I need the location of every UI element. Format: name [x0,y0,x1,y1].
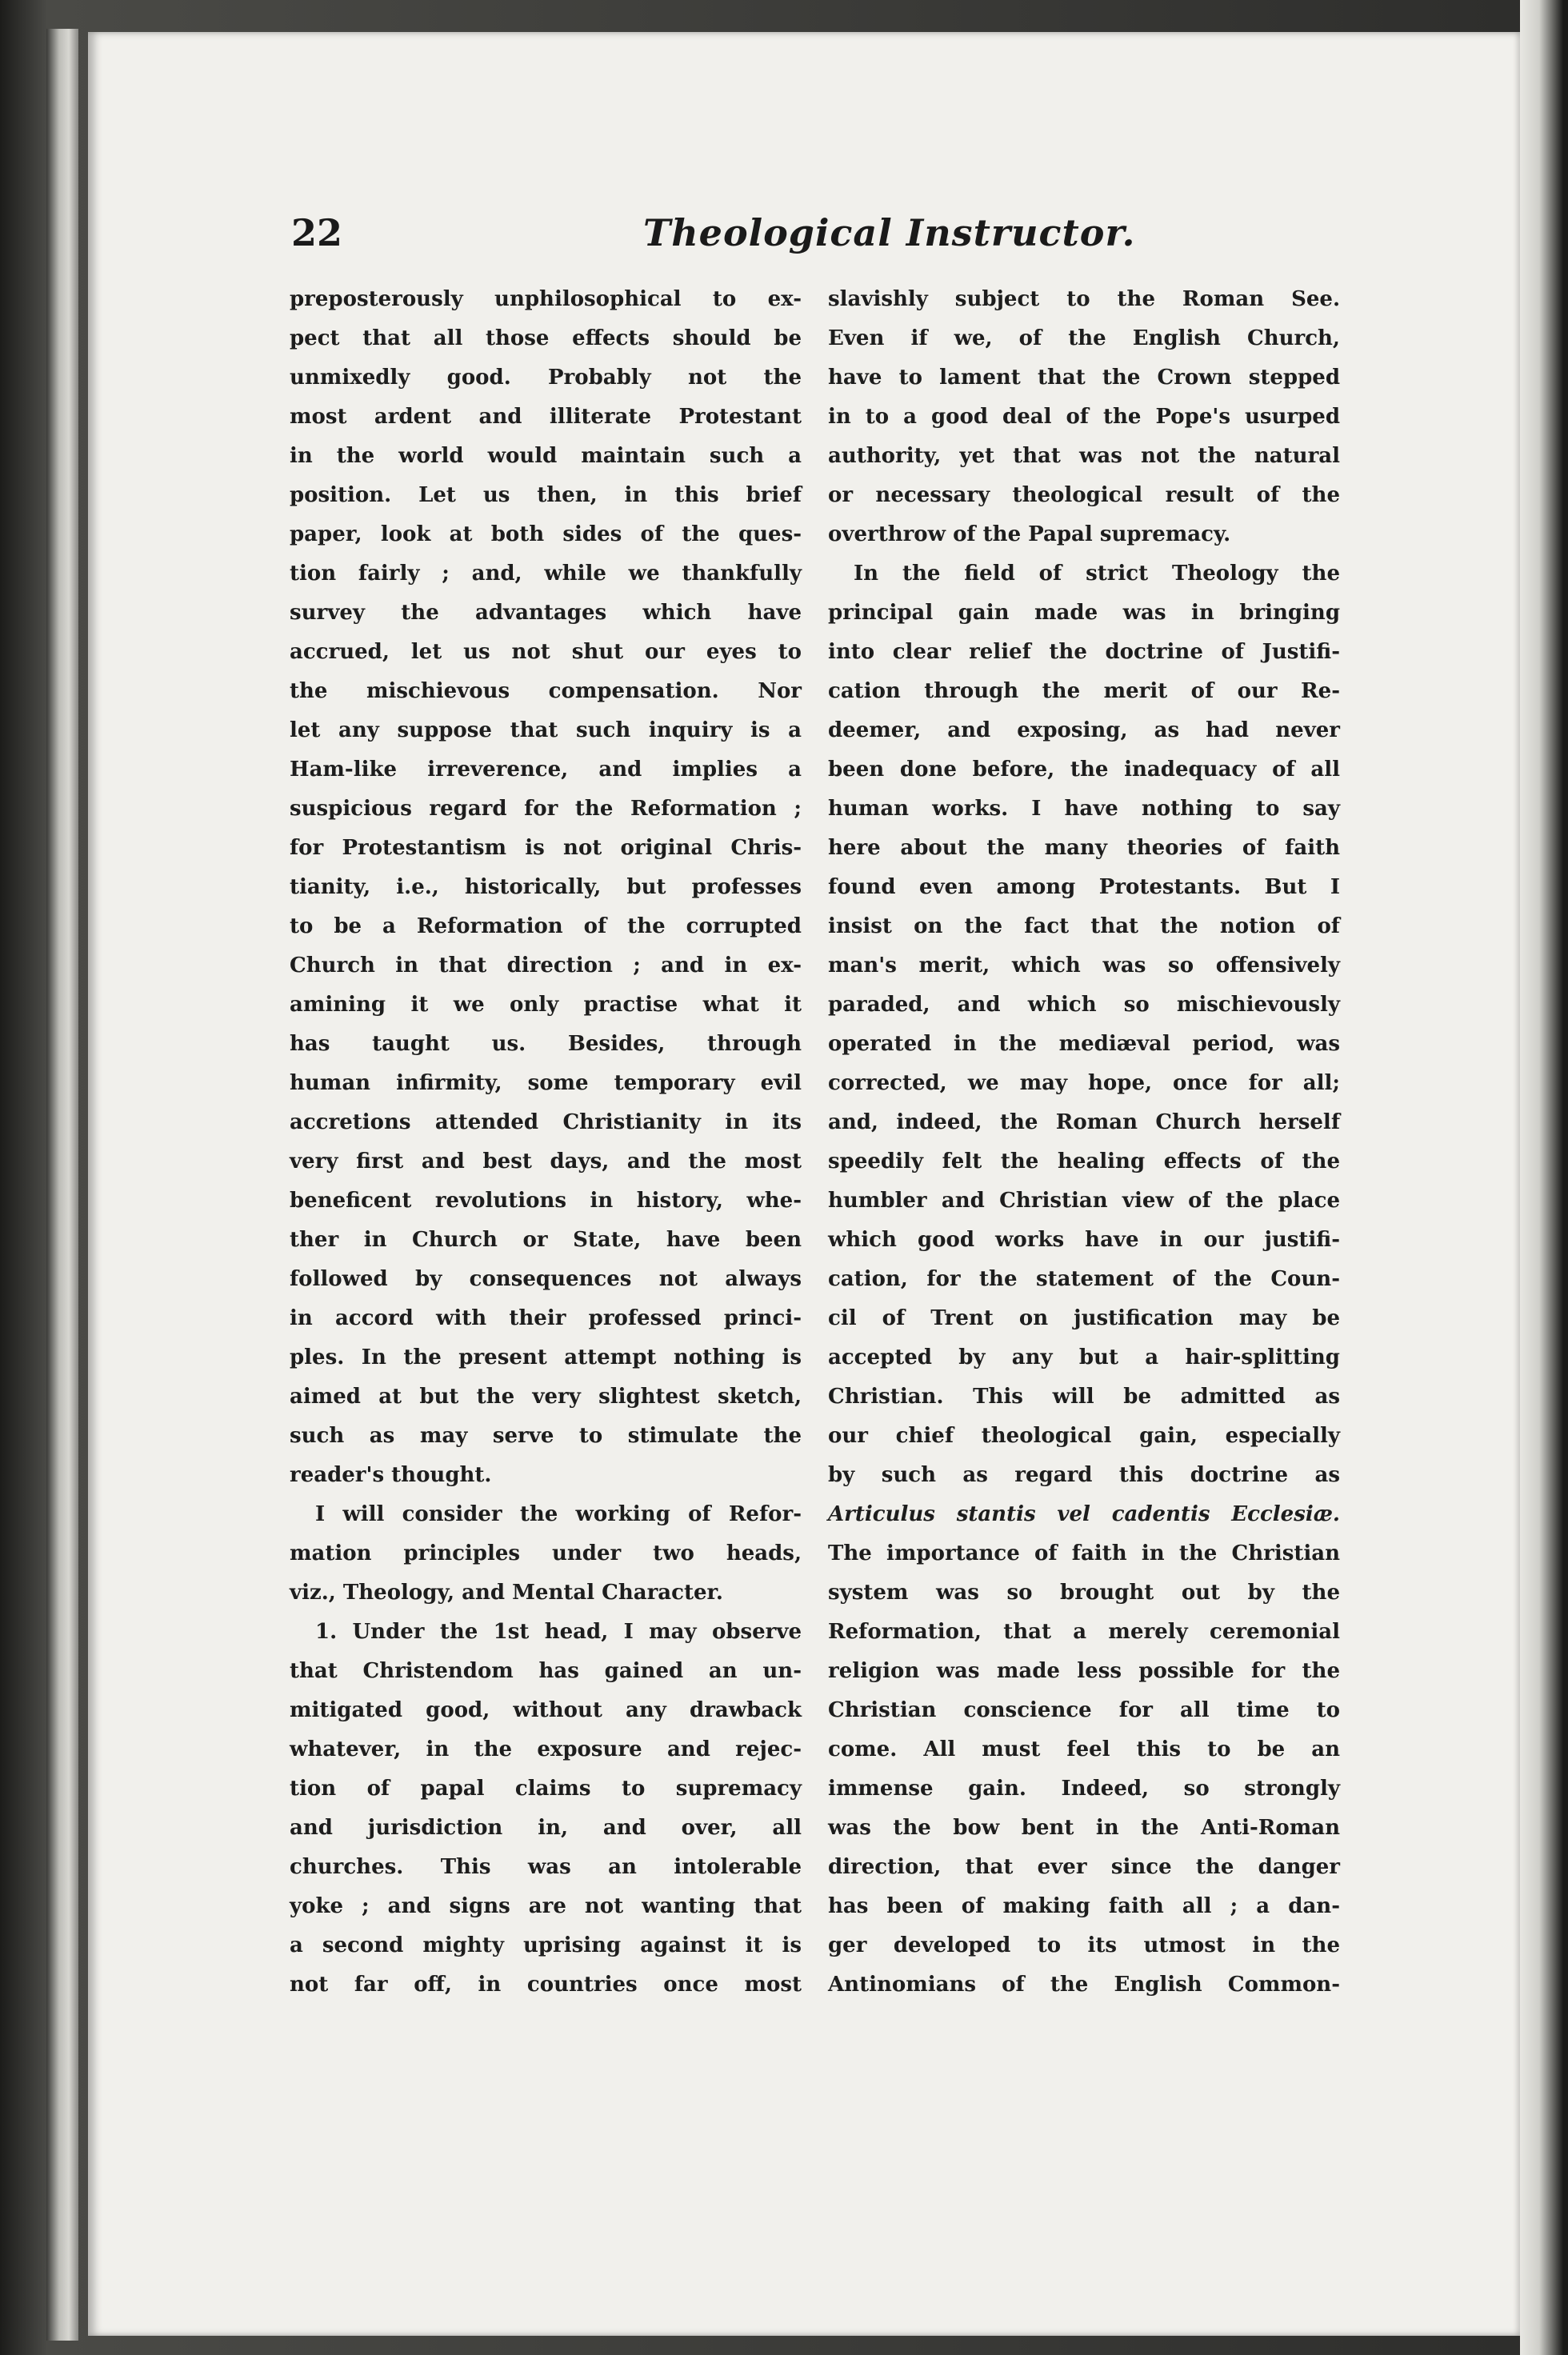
text-line: insist on the fact that the notion of [828,914,1340,938]
text-line: tianity, i.e., historically, but professes [290,875,802,899]
gutter-shadow [1520,0,1568,2355]
text-line: ther in Church or State, have been [290,1228,802,1252]
text-line: the mischievous compensation. Nor [290,679,802,703]
text-line-italic: Articulus stantis vel cadentis Ecclesiæ. [828,1502,1340,1526]
text-line: a second mighty uprising against it is [290,1933,802,1957]
text-line: In the field of strict Theology the [854,562,1340,586]
text-line: Ham-like irreverence, and implies a [290,758,802,782]
text-line: which good works have in our justifi- [828,1228,1340,1252]
text-line: Christian conscience for all time to [828,1698,1340,1722]
text-line: deemer, and exposing, as had never [828,718,1340,742]
text-line: ger developed to its utmost in the [828,1933,1340,1957]
text-line: reader's thought. [290,1463,492,1487]
text-line: aimed at but the very slightest sketch, [290,1385,802,1409]
text-line: Church in that direction ; and in ex- [290,954,802,978]
left-column [290,280,802,2120]
text-line: yoke ; and signs are not wanting that [290,1894,802,1918]
text-line: that Christendom has gained an un- [290,1659,802,1683]
text-line: unmixedly good. Probably not the [290,366,802,390]
text-line: and jurisdiction in, and over, all [290,1816,802,1840]
text-line: suspicious regard for the Reformation ; [290,797,802,821]
text-line: beneficent revolutions in history, whe- [290,1189,802,1213]
text-line: was the bow bent in the Anti-Roman [828,1816,1340,1840]
text-line: operated in the mediæval period, was [828,1032,1340,1056]
text-line: tion fairly ; and, while we thankfully [290,562,802,586]
text-line: very first and best days, and the most [290,1150,802,1174]
text-line: into clear relief the doctrine of Justifi- [828,640,1340,664]
text-line: most ardent and illiterate Protestant [290,405,802,429]
text-line: here about the many theories of faith [828,836,1340,860]
text-line: direction, that ever since the danger [828,1855,1340,1879]
text-line: preposterously unphilosophical to ex- [290,287,802,311]
text-line: cil of Trent on justification may be [828,1306,1340,1330]
text-line: mation principles under two heads, [290,1541,802,1565]
text-line: mitigated good, without any drawback [290,1698,802,1722]
text-line: Even if we, of the English Church, [828,326,1340,350]
text-line: tion of papal claims to supremacy [290,1777,802,1801]
text-line: have to lament that the Crown stepped [828,366,1340,390]
text-line: for Protestantism is not original Chris- [290,836,802,860]
text-line: principal gain made was in bringing [828,601,1340,625]
text-line: religion was made less possible for the [828,1659,1340,1683]
text-line: to be a Reformation of the corrupted [290,914,802,938]
text-line: has taught us. Besides, through [290,1032,802,1056]
text-line: found even among Protestants. But I [828,875,1340,899]
text-line: immense gain. Indeed, so strongly [828,1777,1340,1801]
text-line: not far off, in countries once most [290,1973,802,1997]
text-line: or necessary theological result of the [828,483,1340,507]
text-line: been done before, the inadequacy of all [828,758,1340,782]
text-line: such as may serve to stimulate the [290,1424,802,1448]
text-line: survey the advantages which have [290,601,802,625]
text-line: in the world would maintain such a [290,444,802,468]
running-head [291,211,1339,259]
text-line: cation through the merit of our Re- [828,679,1340,703]
text-line: I will consider the working of Refor- [315,1502,802,1526]
text-line: pect that all those effects should be [290,326,802,350]
text-line: amining it we only practise what it [290,993,802,1017]
text-line: system was so brought out by the [828,1581,1340,1605]
text-line: accrued, let us not shut our eyes to [290,640,802,664]
running-title: Theological Instructor. [643,211,1136,254]
text-line: authority, yet that was not the natural [828,444,1340,468]
text-line: has been of making faith all ; a dan- [828,1894,1340,1918]
text-line: Reformation, that a merely ceremonial [828,1620,1340,1644]
text-line: let any suppose that such inquiry is a [290,718,802,742]
text-line: 1. Under the 1st head, I may observe [315,1620,802,1644]
text-line: cation, for the statement of the Coun- [828,1267,1340,1291]
text-line: position. Let us then, in this brief [290,483,802,507]
text-line: paraded, and which so mischievously [828,993,1340,1017]
text-line: accretions attended Christianity in its [290,1110,802,1134]
text-line: Christian. This will be admitted as [828,1385,1340,1409]
text-line: man's merit, which was so offensively [828,954,1340,978]
text-line: in to a good deal of the Pope's usurped [828,405,1340,429]
text-line: Antinomians of the English Common- [828,1973,1340,1997]
text-line: whatever, in the exposure and rejec- [290,1737,802,1761]
text-line: paper, look at both sides of the ques- [290,522,802,546]
text-line: speedily felt the healing effects of the [828,1150,1340,1174]
text-line: corrected, we may hope, once for all; [828,1071,1340,1095]
text-line: The importance of faith in the Christian [828,1541,1340,1565]
book-page-edge [46,29,78,2341]
text-line: our chief theological gain, especially [828,1424,1340,1448]
text-line: viz., Theology, and Mental Character. [290,1581,723,1605]
right-column [828,280,1340,2120]
text-line: churches. This was an intolerable [290,1855,802,1879]
text-line: in accord with their professed princi- [290,1306,802,1330]
text-line: slavishly subject to the Roman See. [828,287,1340,311]
text-line: human works. I have nothing to say [828,797,1340,821]
text-line: human infirmity, some temporary evil [290,1071,802,1095]
text-line: accepted by any but a hair-splitting [828,1345,1340,1369]
text-line: followed by consequences not always [290,1267,802,1291]
page-number: 22 [291,211,343,254]
text-line: by such as regard this doctrine as [828,1463,1340,1487]
text-line: ples. In the present attempt nothing is [290,1345,802,1369]
text-line: humbler and Christian view of the place [828,1189,1340,1213]
text-line: overthrow of the Papal supremacy. [828,522,1231,546]
text-line: and, indeed, the Roman Church herself [828,1110,1340,1134]
text-line: come. All must feel this to be an [828,1737,1340,1761]
